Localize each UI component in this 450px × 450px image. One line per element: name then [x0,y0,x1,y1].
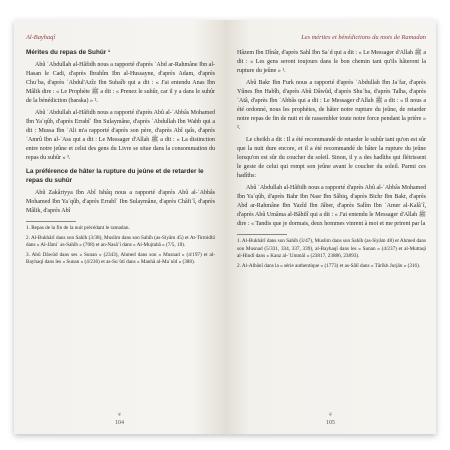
open-book [14,20,436,434]
left-page-number: 104 [115,420,124,426]
left-footnote-2: 2. Al-Bukhârî dans son Sahîh (3/38), Muslim dans son Sahîh (as-Siyâm 45) et At-Tirmidhî dans « Al-Jâmiʿ as-Sahîh » (708) et an-Nasâʾî dans « Al-Mujtabâ » (7/5, 18). [26,234,215,249]
right-footnote-2: 2. Al-Albânî dans la « série authentique » (1773) et as-Sâlî dans « Târîkh Jurjân » (316). [237,262,421,269]
page-ornament-icon: ❦ [328,413,333,418]
right-paragraph-4: Abû ʿAbdullah al-Hâfidh nous a rapporté d'après Abû al-ʿAbbâs Mohamed Ibn Yaʿqûb, d'après Bahr Ibn Nasr Ibn Sâbiq, d'après Bichr Ibn Bakr, d'après Abd ar-Rahmâne Ibn Yazîd Ibn Jâber, d'après Salîm Ibn ʿAmer al-Kalâʿî, d'après Abû Umâma al-Bâhilî qui a dit : « J'ai entendu le Messager d'Allah ﷺ dire : « Tandis que je dormais, deux hommes vinrent à moi et me prirent par la [237,185,426,227]
right-paragraph-2: Abû Bakr Ibn Furk nous a rapporté d'après ʿAbdullah Ibn Jaʿfar, d'après Yûnes Ibn Habîb, d'après Abû Dâwûd, d'après Shuʿba, d'après Talha, d'après ʿAtâ, d'après Ibn ʿAbbâs qui a dit : Le Messager d'Allah ﷺ a dit : « Il nous a été ordonné, nous les prophètes, de hâter notre rupture du jeûne, de retarder notre repas de fin de nuit et de rassembler toute notre force pendant la prière » ². [237,80,426,131]
footnote-divider [237,234,287,235]
left-paragraph-1: Abû ʿAbdullah al-Hâfidh nous a rapporté d'après ʿAbd ar-Rahmâne Ibn al-Hasan le Cadi, d'après Ibrahîm Ibn al-Hussayne, d'après Adam, d'après Chuʿba, d'après ʿAbdul'Azîz Ibn Suhaîb qui a dit : « J'ai entendu Anas Ibn Mâlik dire : « Le Prophète ﷺ a dit : « Prenez le suhûr, car il y a dans le suhûr de la bénédiction (baraka) » ². [26,62,215,105]
right-running-head: Les mérites et bénédictions du mois de Ramadan [301,34,426,41]
right-page-number: 105 [326,420,335,426]
section-heading-suhur: Mérites du repas de Suhûr ¹ [26,49,111,56]
right-footnote-1: 1. Al-Bukhârî dans son Sahîh (3/47), Muslim dans son Sahîh (as-Siyâm 48) et Ahmed dans son Musnad (5/331, 334, 337, 339), al-Bayhaqî dans les « Sunan » (4/237) et al-Muttaqî al-Hindî dans « Kanz al-ʿUmmâl » (23817, 23886, 23893). [237,238,426,260]
left-footnote-3: 3. Abû Dâwûd dans ses « Sunan » (2343), Ahmed dans son « Musnad » (4/197) et al-Bayhaqî dans les « Sunan » (4/236) et as-Suʿûtî dans « Manhâ al-Maʿnîd » (388). [26,251,215,266]
left-paragraph-2: Abû ʿAbdullah al-Hâfidh nous a rapporté d'après Abû al-ʿAbbâs Mohamed Ibn Yaʿqûb, d'après Errabîʿ Ibn Sulaymâne, d'après ʿAbdullah Ibn Wahb qui a dit : Mussa Ibn ʿAli m'a rapporté d'après son père, d'après Abî qaîs, d'après ʿAmrû Ibn al-ʿAss qui a dit : Le Messager d'Allah ﷺ a dit : « La distinction entre notre jeûne et celui des gens du Livre se situe dans la consommation du repas du suhûr » ³. [26,110,215,162]
right-paragraph-3: Le cheikh a dit : Il a été recommandé de retarder le suhûr tant qu'on est sûr que la nuit dure encore, et il a été recommandé de hâter la rupture du jeûne lorsqu'on est sûr du coucher du soleil. Sinon, il y a des hadîths qui flétrissent le geste de celui qui rompt son jeûne avant le coucher du soleil. Parmi ces hadîths: [237,137,426,179]
left-paragraph-3: Abû Zakâriyya Ibn Abî Ishâq nous a rapporté d'après Abû al-ʿAbbâs Mohamed Ibn Yaʿqûb, d'après Errabîʿ Ibn Sulaymâne, d'après Châfiʿî, d'après Mâlik, d'après Abî [26,189,215,214]
left-page [14,20,225,434]
section-heading-rupture: La préférence de hâter la rupture du jeûne et de retarder le repas du suhûr [26,168,204,184]
page-ornament-icon: ❦ [117,413,122,418]
right-paragraph-1: Hâzem Ibn Dînâr, d'après Sahl Ibn Saʿd qui a dit : « Le Messager d'Allah ﷺ a dit : « Les gens seront toujours dans le bon chemin tant qu'ils hâteront la rupture du jeûne » ¹. [237,50,427,74]
right-page [225,20,436,434]
left-running-head: Al-Bayhaqî [26,34,56,41]
left-footnote-1: 1. Repas de la fin de la nuit précédant le ramadan. [26,224,130,231]
footnote-divider [26,221,76,222]
